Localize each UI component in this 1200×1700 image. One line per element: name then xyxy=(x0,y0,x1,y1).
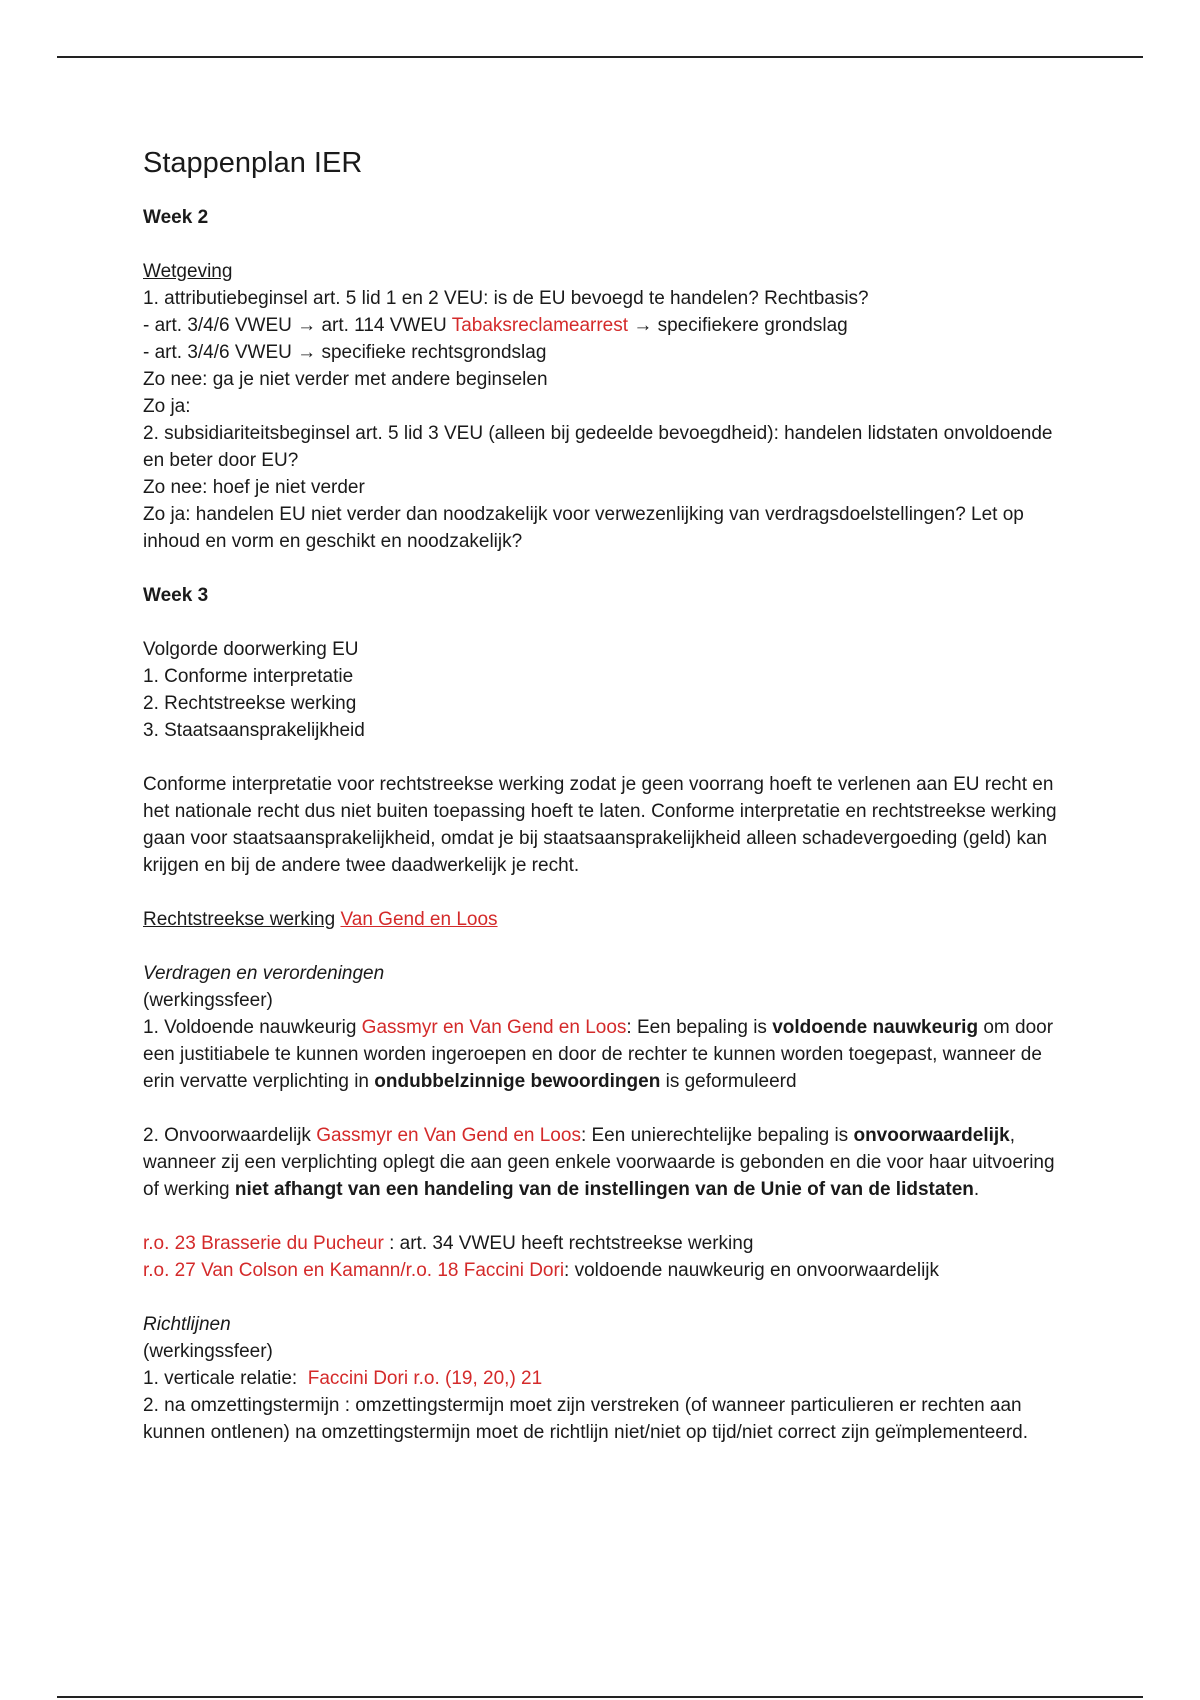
week-3-heading: Week 3 xyxy=(143,585,209,606)
header-rule xyxy=(57,56,1143,58)
werkingssfeer-label: (werkingssfeer) xyxy=(143,990,273,1011)
case-van-gend-en-loos: Van Gend en Loos xyxy=(340,909,498,930)
line-attributie: 1. attributiebeginsel art. 5 lid 1 en 2 VEU: is de EU bevoegd te handelen? Rechtbasis? xyxy=(143,288,869,309)
subheading-richtlijnen: Richtlijnen xyxy=(143,1314,231,1335)
case-faccini-dori: Faccini Dori r.o. (19, 20,) 21 xyxy=(307,1368,543,1389)
rechtstreekse-werking-heading: Rechtstreekse werking Van Gend en Loos xyxy=(143,909,498,930)
case-gassmyr: Gassmyr en Van Gend en Loos xyxy=(361,1017,627,1038)
line-rechtsgrondslag-2: - art. 3/4/6 VWEU → specifieke rechtsgrondslag xyxy=(143,342,547,363)
case-tabaksreclamearrest: Tabaksreclamearrest xyxy=(451,315,629,336)
line-zo-ja-2: Zo ja: handelen EU niet verder dan noodzakelijk voor verwezenlijking van verdragsdoelstellingen? Let op inhoud en vorm en geschikt en noodzakelijk? xyxy=(143,504,1024,552)
case-gassmyr: Gassmyr en Van Gend en Loos xyxy=(316,1125,581,1146)
line-zo-nee-2: Zo nee: hoef je niet verder xyxy=(143,477,365,498)
ref-brasserie: r.o. 23 Brasserie du Pucheur : art. 34 VWEU heeft rechtstreekse werking xyxy=(143,1233,754,1254)
richtlijn-verticaal: 1. verticale relatie: Faccini Dori r.o. (19, 20,) 21 xyxy=(143,1368,543,1389)
line-rechtsgrondslag-1: - art. 3/4/6 VWEU → art. 114 VWEU Tabaksreclamearrest → specifiekere grondslag xyxy=(143,315,848,336)
order-title: Volgorde doorwerking EU xyxy=(143,639,359,660)
case-brasserie: r.o. 23 Brasserie du Pucheur xyxy=(143,1233,384,1254)
ref-van-colson: r.o. 27 Van Colson en Kamann/r.o. 18 Faccini Dori: voldoende nauwkeurig en onvoorwaardelijk xyxy=(143,1260,940,1281)
criterion-nauwkeurig: 1. Voldoende nauwkeurig Gassmyr en Van Gend en Loos: Een bepaling is voldoende nauwkeurig om door een justitiabele te kunnen worden ingeroepen en door de rechter te kunnen worden toegepast, wanneer de erin vervatte verplichting in ondubbelzinnige bewoordingen is geformuleerd xyxy=(143,1017,1054,1092)
footer-rule xyxy=(57,1696,1143,1698)
order-item: 2. Rechtstreekse werking xyxy=(143,693,357,714)
document-body xyxy=(143,140,1073,1446)
line-zo-nee-1: Zo nee: ga je niet verder met andere beginselen xyxy=(143,369,548,390)
case-van-colson: r.o. 27 Van Colson en Kamann/r.o. 18 Faccini Dori xyxy=(143,1260,565,1281)
richtlijn-omzetting: 2. na omzettingstermijn : omzettingstermijn moet zijn verstreken (of wanneer particulieren er rechten aan kunnen ontlenen) na omzettingstermijn moet de richtlijn niet/niet op tijd/niet correct zijn geïmplementeerd. xyxy=(143,1395,1029,1443)
arrow-icon: → xyxy=(297,342,317,363)
werkingssfeer-label: (werkingssfeer) xyxy=(143,1341,273,1362)
arrow-icon: → xyxy=(633,315,653,336)
document-title: Stappenplan IER xyxy=(143,147,363,179)
order-item: 3. Staatsaansprakelijkheid xyxy=(143,720,365,741)
order-item: 1. Conforme interpretatie xyxy=(143,666,354,687)
week-2-heading: Week 2 xyxy=(143,207,209,228)
criterion-onvoorwaardelijk: 2. Onvoorwaardelijk Gassmyr en Van Gend en Loos: Een unierechtelijke bepaling is onvoorwaardelijk, wanneer zij een verplichting oplegt die aan geen enkele voorwaarde is gebonden en die voor haar uitvoering of werking niet afhangt van een handeling van de instellingen van de Unie of van de lidstaten. xyxy=(143,1125,1055,1200)
line-zo-ja-1: Zo ja: xyxy=(143,396,191,417)
arrow-icon: → xyxy=(297,315,317,336)
doorwerking-paragraph: Conforme interpretatie voor rechtstreekse werking zodat je geen voorrang hoeft te verlenen aan EU recht en het nationale recht dus niet buiten toepassing hoeft te laten. Conforme interpretatie en rechtstreekse werking gaan voor staatsaansprakelijkheid, omdat je bij staatsaansprakelijkheid alleen schadevergoeding (geld) kan krijgen en bij de andere twee daadwerkelijk je recht. xyxy=(143,774,1057,876)
section-wetgeving: Wetgeving xyxy=(143,261,233,282)
line-subsidiariteit: 2. subsidiariteitsbeginsel art. 5 lid 3 VEU (alleen bij gedeelde bevoegdheid): handelen lidstaten onvoldoende en beter door EU? xyxy=(143,423,1053,471)
subheading-verdragen: Verdragen en verordeningen xyxy=(143,963,385,984)
